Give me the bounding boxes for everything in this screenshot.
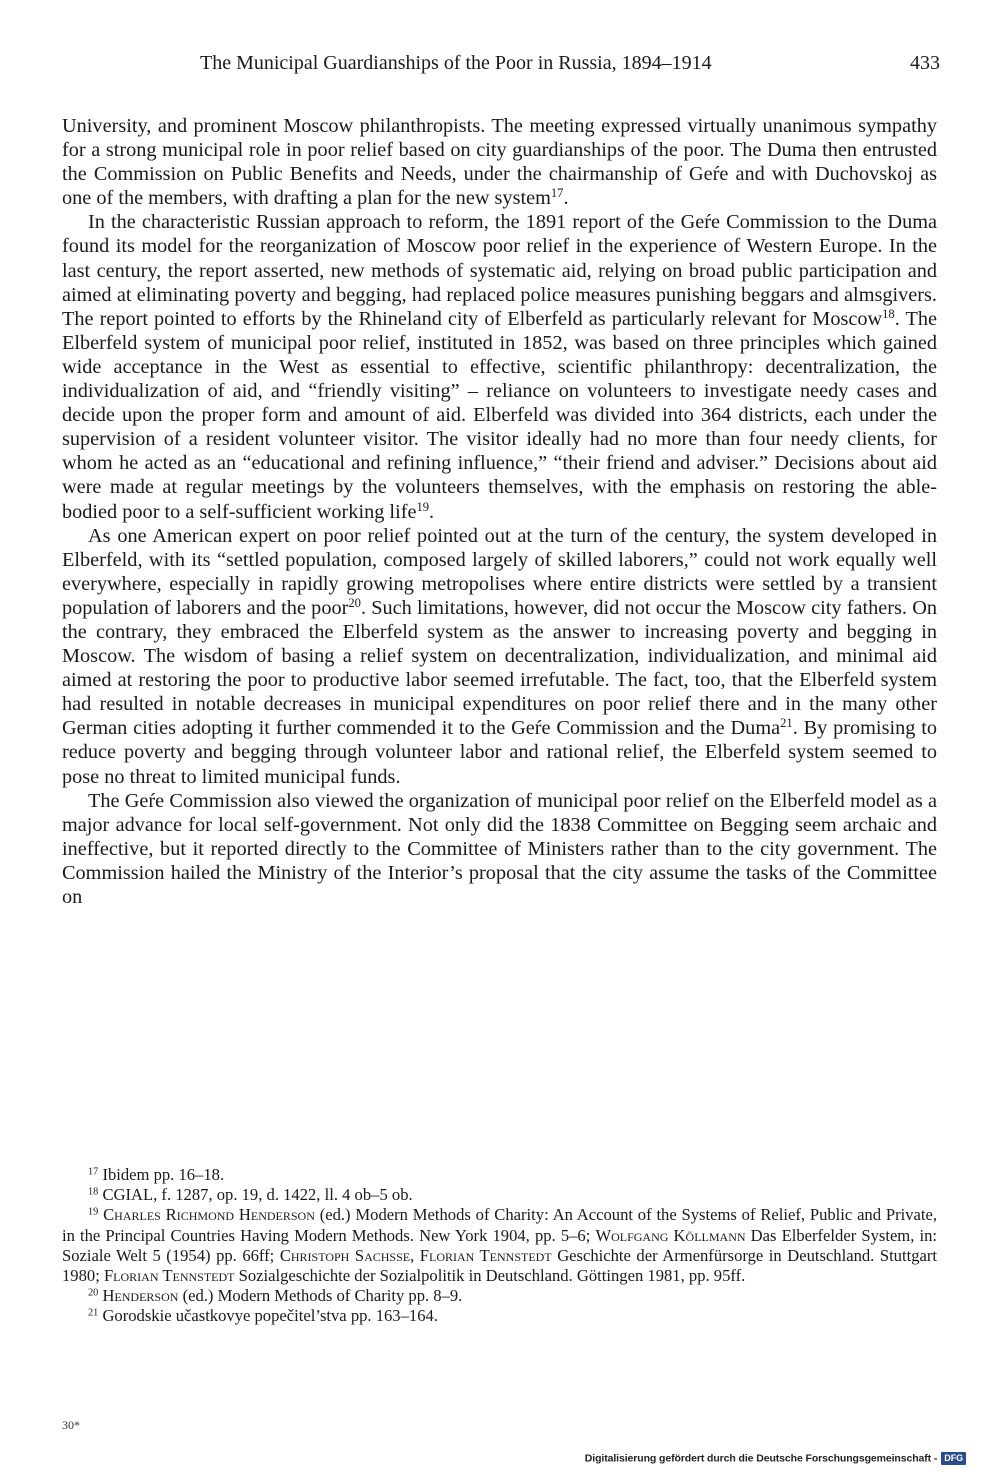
footnote-author: Wolfgang Köllmann xyxy=(595,1225,746,1245)
running-title: The Municipal Guardianships of the Poor in Russia, 1894–1914 xyxy=(200,52,712,74)
footnote-author: Christoph Sachsse, Florian Tennstedt xyxy=(279,1245,552,1265)
footnote-author: Charles Richmond Henderson xyxy=(103,1205,315,1225)
paragraph-3-text-a: As one American expert on poor relief pointed out at the turn of the century, the system developed in Elberfeld, with its “settled population, composed largely of skilled laborers,” could not work equally well everywhere, especially in rapidly growing metropolises where entire districts were settled by a transient population of laborers and the poor xyxy=(62,524,937,619)
footnote-ref-20: 20 xyxy=(348,595,361,610)
dfg-logo-icon: DFG xyxy=(941,1452,966,1465)
footnote-text: (ed.) Modern Methods of Charity pp. 8–9. xyxy=(178,1286,463,1306)
footnote-number: 19 xyxy=(88,1206,99,1218)
paragraph-1-text: University, and prominent Moscow philanthropists. The meeting expressed virtually unanimous sympathy for a strong municipal role in poor relief based on city guardianships of the poor. The Duma then entrusted the Commission on Public Benefits and Needs, under the chairmanship of Geŕe and with Duchovskoj as one of the members, with drafting a plan for the new system xyxy=(62,115,937,210)
footnote-text: Das Elberfelder System, in: Soziale Welt 5 (1954) pp. 66ff; xyxy=(62,1225,937,1265)
signature-mark: 30* xyxy=(62,1418,80,1432)
paragraph-1-end: . xyxy=(563,187,569,210)
footnote-author: Henderson xyxy=(102,1286,179,1306)
footnote-ref-19: 19 xyxy=(416,499,430,514)
paragraph-2-text-b: . The Elberfeld system of municipal poor relief, instituted in 1852, was based on three principles which gained wide acceptance in the West as essential to effective, scientific philanthropy: decentralization, the individualization of aid, and “friendly visiting” – reliance on volunteers to investigate needy cases and decide upon the proper form and amount of aid. Elberfeld was divided into 364 districts, each under the supervision of a resident volunteer visitor. The visitor ideally had no more than four needy clients, for whom he acted as an “educational and refining influence,” “their friend and adviser.” Decisions about aid were made at regular meetings by the volunteers themselves, with the emphasis on restoring the able-bodied poor to a self-sufficient working life xyxy=(62,307,937,523)
footnote-ref-17: 17 xyxy=(550,186,564,201)
funding-note xyxy=(585,1452,966,1465)
paragraph-3 xyxy=(62,524,937,789)
footnote-text: Geschichte der Armenfürsorge in Deutschland. Stuttgart 1980; xyxy=(62,1245,937,1286)
footnote-21 xyxy=(62,1306,937,1326)
funding-text: Digitalisierung gefördert durch die Deutsche Forschungsgemeinschaft - xyxy=(584,1452,938,1465)
paragraph-1 xyxy=(62,114,937,210)
footnote-19 xyxy=(62,1205,937,1286)
paragraph-2-text-a: In the characteristic Russian approach to reform, the 1891 report of the Geŕe Commission to the Duma found its model for the reorganization of Moscow poor relief in the experience of Western Europe. In the last century, the report asserted, new methods of systematic aid, relying on broad public participation and aimed at eliminating poverty and begging, had replaced police measures punishing beggars and almsgivers. The report pointed to efforts by the Rhineland city of Elberfeld as particularly relevant for Moscow xyxy=(62,211,937,330)
paragraph-2 xyxy=(62,210,937,523)
footnote-author: Florian Tennstedt xyxy=(103,1266,235,1286)
paragraph-3-text-c: . By promising to reduce poverty and begging through volunteer labor and rational relief, the Elberfeld system seemed to pose no threat to limited municipal funds. xyxy=(62,717,938,788)
footnote-number: 17 xyxy=(88,1166,99,1178)
paragraph-4-text: The Geŕe Commission also viewed the organization of municipal poor relief on the Elberfeld model as a major advance for local self-government. Not only did the 1838 Committee on Begging seem archaic and ineffective, but it reported directly to the Committee of Ministers rather than to the city government. The Commission hailed the Ministry of the Interior’s proposal that the city assume the tasks of the Committee on xyxy=(62,789,937,908)
paragraph-3-text-b: . Such limitations, however, did not occur the Moscow city fathers. On the contrary, they embraced the Elberfeld system as the answer to increasing poverty and begging in Moscow. The wisdom of basing a relief system on decentralization, individualization, and minimal aid aimed at restoring the poor to productive labor seemed irrefutable. The fact, too, that the Elberfeld system had resulted in notable decreases in municipal expenditures on poor relief there and in the many other German cities adopting it further commended it to the Geŕe Commission and the Duma xyxy=(62,596,937,740)
footnote-text: (ed.) Modern Methods of Charity: An Account of the Systems of Relief, Public and Private, in the Principal Countries Having Modern Methods. New York 1904, pp. 5–6; xyxy=(62,1205,937,1245)
paragraph-4 xyxy=(62,789,937,909)
footnote-number: 20 xyxy=(88,1287,99,1299)
footnote-text: Ibidem pp. 16–18. xyxy=(102,1165,225,1184)
footnote-20 xyxy=(62,1286,937,1306)
footnote-number: 18 xyxy=(88,1186,99,1198)
footnote-text: Gorodskie učastkovye popečitel’stva pp. 163–164. xyxy=(102,1306,438,1326)
footnote-text: Sozialgeschichte der Sozialpolitik in Deutschland. Göttingen 1981, pp. 95ff. xyxy=(234,1266,746,1286)
page-number: 433 xyxy=(910,52,940,74)
footnote-17 xyxy=(62,1165,937,1185)
body-text xyxy=(62,114,937,909)
footnote-ref-21: 21 xyxy=(780,716,793,731)
running-head xyxy=(120,52,940,82)
footnote-18 xyxy=(62,1185,937,1205)
footnote-number: 21 xyxy=(88,1307,99,1319)
footnote-text: CGIAL, f. 1287, op. 19, d. 1422, ll. 4 ob–5 ob. xyxy=(102,1185,413,1205)
paragraph-2-end: . xyxy=(429,500,435,523)
footnotes xyxy=(62,1165,937,1327)
footnote-ref-18: 18 xyxy=(882,306,895,321)
